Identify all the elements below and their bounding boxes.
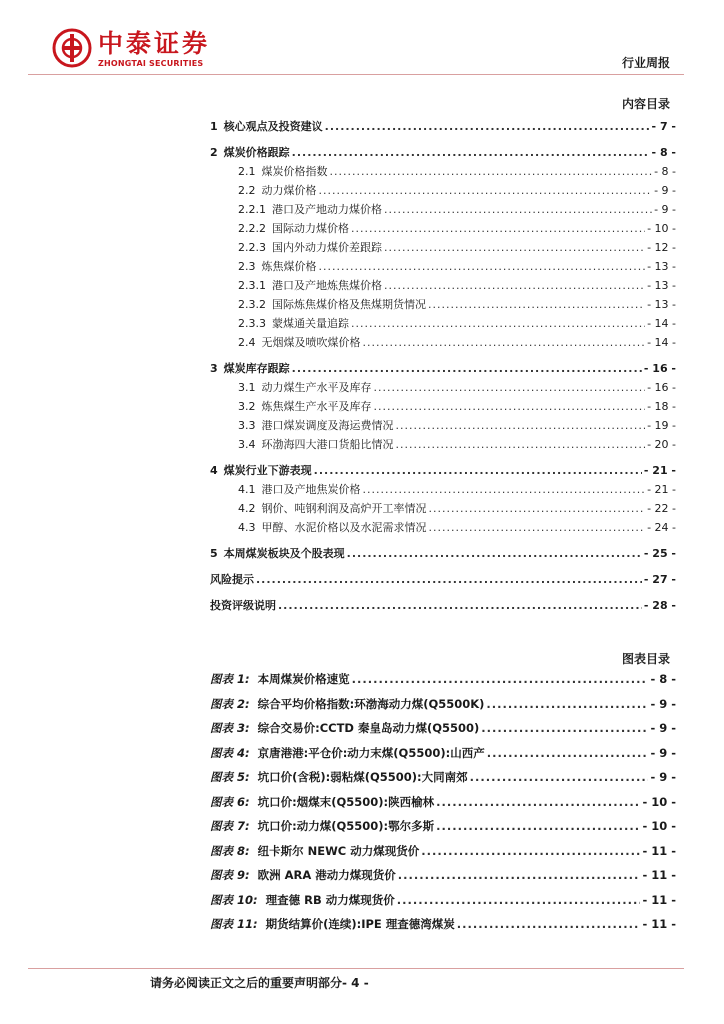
figure-leader-dots	[436, 819, 640, 833]
brand-name-cn: 中泰证券	[98, 29, 211, 58]
toc-entry[interactable]	[210, 360, 676, 379]
toc-entry-number: 2.3.2	[238, 298, 266, 311]
toc-entry[interactable]	[210, 296, 676, 315]
toc-entry[interactable]	[210, 398, 676, 417]
toc-entry[interactable]	[210, 182, 676, 201]
toc-entry-number: 3.4	[238, 438, 256, 451]
toc-leader-dots	[256, 573, 642, 586]
toc-entry-number: 4.2	[238, 502, 256, 515]
toc-entry-page: - 21 -	[643, 464, 676, 477]
figure-entry-page: - 10 -	[642, 819, 676, 833]
figure-entry-title: 坑口价:动力煤(Q5500):鄂尔多斯	[257, 819, 435, 833]
footer-disclaimer	[150, 974, 369, 991]
toc-entry-number: 2.2.2	[238, 222, 266, 235]
toc-entry[interactable]	[210, 220, 676, 239]
figure-entry-page: - 11 -	[642, 868, 676, 882]
toc-entry-number: 2.2	[238, 184, 256, 197]
toc-entry-title: 风险提示	[210, 573, 254, 586]
toc-entry-title: 煤炭库存跟踪	[223, 362, 290, 375]
toc-entry[interactable]	[210, 315, 676, 334]
toc-entry-page: - 13 -	[647, 260, 676, 273]
toc-entry-number: 2.4	[238, 336, 256, 349]
toc-entry-page: - 13 -	[647, 279, 676, 292]
toc-entry[interactable]	[210, 277, 676, 296]
toc-entry[interactable]	[210, 481, 676, 500]
toc-entry[interactable]	[210, 144, 676, 163]
figure-entry-label: 图表 7:	[210, 819, 250, 833]
footer-page-number: - 4 -	[342, 976, 369, 990]
figure-entry-title: 综合交易价:CCTD 秦皇岛动力煤(Q5500)	[257, 721, 480, 735]
toc-leader-dots	[292, 146, 650, 159]
header-divider	[28, 74, 684, 75]
figure-entry[interactable]	[210, 843, 676, 868]
toc-entry-title: 港口煤炭调度及海运费情况	[261, 419, 394, 432]
toc-entry-number: 3.1	[238, 381, 256, 394]
toc-entry-page: - 8 -	[651, 146, 676, 159]
toc-entry-number: 5	[210, 547, 218, 560]
toc-entry-number: 2.2.3	[238, 241, 266, 254]
report-type: 行业周报	[621, 56, 670, 70]
toc-entry[interactable]	[210, 462, 676, 481]
figure-entry-page: - 11 -	[642, 917, 676, 931]
toc-entry-page: - 10 -	[647, 222, 676, 235]
toc-entry-number: 2.3.1	[238, 279, 266, 292]
toc-entry-title: 动力煤价格	[261, 184, 317, 197]
figure-leader-dots	[398, 868, 641, 882]
figure-entry-title: 纽卡斯尔 NEWC 动力煤现货价	[257, 843, 420, 858]
toc-entry-number: 2.3.3	[238, 317, 266, 330]
toc-entry-title: 核心观点及投资建议	[223, 120, 323, 133]
toc-entry-title: 港口及产地动力煤价格	[272, 203, 382, 216]
toc-entry-title: 炼焦煤价格	[261, 260, 317, 273]
toc-entry-number: 4	[210, 464, 218, 477]
toc-entry-page: - 20 -	[647, 438, 676, 451]
toc-entry-title: 钢价、吨钢利润及高炉开工率情况	[261, 502, 427, 515]
figure-entry-title: 综合平均价格指数:环渤海动力煤(Q5500K)	[257, 696, 485, 711]
toc-entry-page: - 14 -	[647, 336, 676, 349]
toc-leader-dots	[384, 241, 645, 254]
figure-entry[interactable]	[210, 720, 676, 745]
toc-entry-page: - 9 -	[654, 203, 676, 216]
toc-leader-dots	[428, 298, 645, 311]
toc-entry-number: 2	[210, 146, 218, 159]
toc-entry-number: 2.2.1	[238, 203, 266, 216]
toc-entry-page: - 9 -	[654, 184, 676, 197]
figure-entry[interactable]	[210, 671, 676, 696]
footer-divider	[28, 968, 684, 969]
figure-entry-title: 京唐港港:平仓价:动力末煤(Q5500):山西产	[257, 745, 485, 760]
figure-leader-dots	[436, 795, 640, 809]
zhongtai-logo-icon	[52, 28, 92, 68]
figure-entry[interactable]	[210, 818, 676, 843]
toc-leader-dots	[363, 336, 646, 349]
toc-entry[interactable]	[210, 436, 676, 455]
toc-entry[interactable]	[210, 500, 676, 519]
toc-entry-number: 2.3	[238, 260, 256, 273]
toc-leader-dots	[384, 203, 652, 216]
figure-leader-dots	[421, 844, 640, 858]
toc-entry-page: - 16 -	[643, 362, 676, 375]
toc-entry-title: 煤炭价格跟踪	[223, 146, 290, 159]
toc-entry[interactable]	[210, 571, 676, 590]
figure-entry[interactable]	[210, 794, 676, 819]
figure-entry-label: 图表 4:	[210, 745, 250, 760]
footer-text: 请务必阅读正文之后的重要声明部分	[150, 976, 343, 990]
toc-entry[interactable]	[210, 545, 676, 564]
figure-entry[interactable]	[210, 892, 676, 917]
figure-entry-title: 坑口价:烟煤末(Q5500):陕西榆林	[257, 794, 435, 809]
toc-leader-dots	[319, 184, 653, 197]
toc-entry-page: - 24 -	[647, 521, 676, 534]
figure-entry-page: - 9 -	[650, 696, 676, 711]
toc-entry-page: - 16 -	[647, 381, 676, 394]
toc-entry[interactable]	[210, 163, 676, 182]
figure-entry[interactable]	[210, 867, 676, 892]
figure-leader-dots	[470, 770, 649, 784]
figure-entry-title: 坑口价(含税):弱粘煤(Q5500):大同南郊	[257, 770, 468, 784]
figure-entry-title: 本周煤炭价格速览	[257, 672, 350, 686]
toc-entry-number: 3	[210, 362, 218, 375]
figure-leader-dots	[487, 746, 649, 760]
toc-leader-dots	[363, 483, 646, 496]
figure-leader-dots	[397, 893, 641, 907]
toc-entry-page: - 12 -	[647, 241, 676, 254]
figure-entry-page: - 8 -	[650, 672, 676, 686]
toc-leader-dots	[319, 260, 646, 273]
toc-leader-dots	[314, 464, 642, 477]
toc-leader-dots	[351, 222, 645, 235]
toc-entry-title: 动力煤生产水平及库存	[261, 381, 372, 394]
toc-entry-title: 无烟煤及喷吹煤价格	[261, 336, 361, 349]
toc-entry[interactable]	[210, 597, 676, 616]
toc-entry-number: 3.2	[238, 400, 256, 413]
toc-entry-title: 港口及产地炼焦煤价格	[272, 279, 382, 292]
toc-entry-page: - 25 -	[643, 547, 676, 560]
toc-leader-dots	[396, 419, 646, 432]
figure-entry-page: - 11 -	[642, 843, 676, 858]
toc-leader-dots	[351, 317, 645, 330]
toc-entry[interactable]	[210, 118, 676, 137]
table-of-contents	[210, 118, 676, 616]
toc-entry-title: 投资评级说明	[210, 599, 276, 612]
toc-entry[interactable]	[210, 258, 676, 277]
figure-entry-page: - 9 -	[650, 721, 676, 735]
toc-heading: 内容目录	[621, 97, 670, 111]
figure-entry[interactable]	[210, 916, 676, 941]
figure-entry[interactable]	[210, 696, 676, 721]
toc-entry[interactable]	[210, 519, 676, 538]
figure-leader-dots	[481, 721, 648, 735]
toc-entry-page: - 21 -	[647, 483, 676, 496]
toc-leader-dots	[278, 599, 642, 612]
toc-entry-title: 炼焦煤生产水平及库存	[261, 400, 372, 413]
toc-leader-dots	[325, 120, 650, 133]
toc-leader-dots	[374, 400, 646, 413]
figure-entry-label: 图表 10:	[210, 892, 258, 907]
toc-entry[interactable]	[210, 201, 676, 220]
toc-entry-title: 国际动力煤价格	[272, 222, 349, 235]
figure-list	[210, 671, 676, 941]
figure-leader-dots	[457, 917, 641, 931]
figure-entry-title: 欧洲 ARA 港动力煤现货价	[257, 868, 396, 882]
toc-entry-page: - 13 -	[647, 298, 676, 311]
toc-entry-page: - 22 -	[647, 502, 676, 515]
toc-entry-number: 2.1	[238, 165, 256, 178]
figure-entry-page: - 10 -	[642, 794, 676, 809]
toc-entry-title: 煤炭价格指数	[261, 165, 328, 178]
toc-entry-title: 本周煤炭板块及个股表现	[223, 547, 345, 560]
toc-entry-title: 环渤海四大港口货船比情况	[261, 438, 394, 451]
toc-entry-page: - 7 -	[651, 120, 676, 133]
company-logo	[52, 28, 222, 72]
figure-entry-page: - 11 -	[642, 892, 676, 907]
toc-entry[interactable]	[210, 379, 676, 398]
toc-entry-title: 甲醇、水泥价格以及水泥需求情况	[261, 521, 427, 534]
toc-entry-title: 国内外动力煤价差跟踪	[272, 241, 382, 254]
figure-entry-label: 图表 3:	[210, 721, 250, 735]
toc-leader-dots	[374, 381, 646, 394]
figure-list-heading: 图表目录	[621, 652, 670, 666]
toc-entry-page: - 27 -	[643, 573, 676, 586]
toc-entry-title: 港口及产地焦炭价格	[261, 483, 361, 496]
figure-entry-page: - 9 -	[650, 770, 676, 784]
toc-leader-dots	[330, 165, 653, 178]
figure-entry-label: 图表 5:	[210, 770, 250, 784]
figure-entry-label: 图表 6:	[210, 794, 250, 809]
toc-entry-number: 4.1	[238, 483, 256, 496]
toc-entry[interactable]	[210, 417, 676, 436]
toc-leader-dots	[429, 502, 646, 515]
figure-entry-title: 期货结算价(连续):IPE 理查德湾煤炭	[265, 917, 455, 931]
toc-entry-title: 蒙煤通关量追踪	[272, 317, 349, 330]
figure-leader-dots	[486, 697, 648, 711]
toc-entry-number: 4.3	[238, 521, 256, 534]
toc-entry-page: - 8 -	[654, 165, 676, 178]
toc-leader-dots	[384, 279, 645, 292]
brand-name-en: ZHONGTAI SECURITIES	[98, 59, 204, 68]
toc-entry-title: 煤炭行业下游表现	[223, 464, 312, 477]
figure-entry-label: 图表 11:	[210, 917, 258, 931]
figure-entry-label: 图表 2:	[210, 696, 250, 711]
figure-entry[interactable]	[210, 745, 676, 770]
toc-entry[interactable]	[210, 334, 676, 353]
figure-entry-label: 图表 1:	[210, 672, 250, 686]
toc-entry-number: 1	[210, 120, 218, 133]
toc-leader-dots	[292, 362, 642, 375]
figure-leader-dots	[352, 672, 649, 686]
figure-entry-title: 理查德 RB 动力煤现货价	[265, 892, 395, 907]
figure-entry-label: 图表 8:	[210, 843, 250, 858]
toc-entry-page: - 19 -	[647, 419, 676, 432]
toc-entry-number: 3.3	[238, 419, 256, 432]
toc-entry-title: 国际炼焦煤价格及焦煤期货情况	[272, 298, 426, 311]
toc-entry[interactable]	[210, 239, 676, 258]
toc-leader-dots	[396, 438, 646, 451]
toc-leader-dots	[429, 521, 646, 534]
toc-entry-page: - 28 -	[643, 599, 676, 612]
toc-entry-page: - 18 -	[647, 400, 676, 413]
figure-entry[interactable]	[210, 769, 676, 794]
toc-leader-dots	[347, 547, 642, 560]
toc-entry-page: - 14 -	[647, 317, 676, 330]
figure-entry-page: - 9 -	[650, 745, 676, 760]
figure-entry-label: 图表 9:	[210, 868, 250, 882]
